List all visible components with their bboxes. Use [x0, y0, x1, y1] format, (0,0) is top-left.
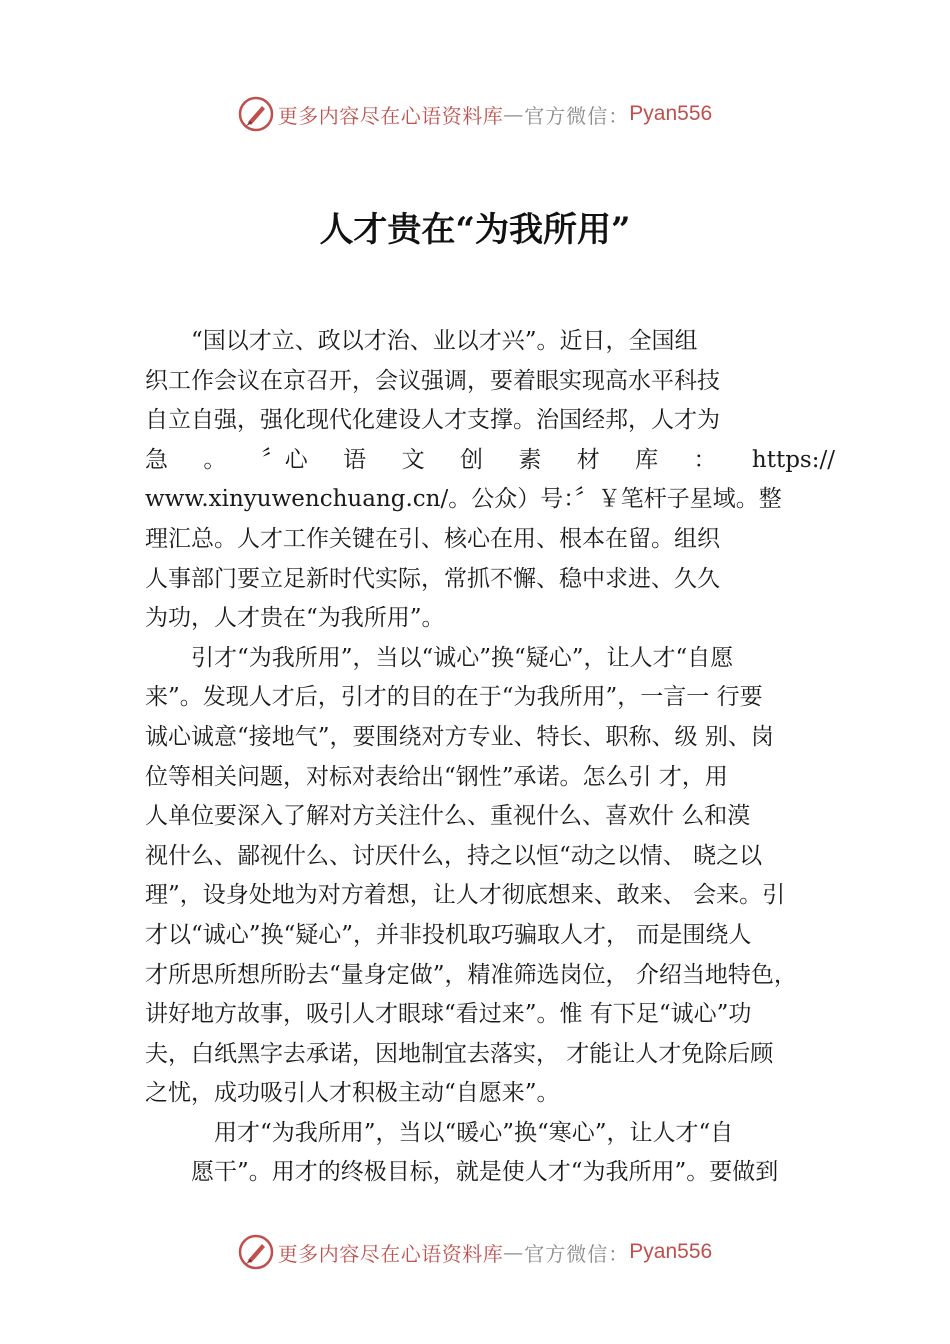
justified-segment: 急	[145, 446, 168, 473]
banner-dash: —	[503, 1240, 525, 1264]
banner-text: 更多内容尽在心语资料库	[277, 103, 504, 128]
banner-text: 更多内容尽在心语资料库	[277, 1241, 504, 1266]
text-line: 才以“诚心”换“疑心”，并非投机取巧骗取人才， 而是围绕人	[145, 921, 752, 948]
justified-segment: 文	[401, 446, 425, 473]
text-line-justified	[145, 441, 835, 481]
justified-segment: 库	[635, 446, 659, 473]
text-line: 人事部门要立足新时代实际，常抓不懈、稳中求进、久久	[145, 565, 720, 592]
text-line: 用才“为我所用”，当以“暖心”换“寒心”，让人才“自	[145, 1119, 734, 1146]
justified-segment: 〞心	[261, 446, 308, 473]
banner-wechat-id: Pyan556	[629, 102, 713, 125]
article-body	[145, 322, 835, 1193]
justified-segment: ：	[693, 446, 717, 473]
justified-segment: 素	[518, 446, 542, 473]
text-line: 引才“为我所用”，当以“诚心”换“疑心”，让人才“自愿	[145, 644, 734, 671]
footer-banner	[0, 1232, 950, 1272]
text-line: 愿干”。用才的终极目标，就是使人才“为我所用”。要做到	[145, 1159, 779, 1186]
text-line: 理汇总。人才工作关键在引、核心在用、根本在留。组织	[145, 525, 720, 552]
text-line: 才所思所想所盼去“量身定做”，精准筛选岗位， 介绍当地特色，	[145, 961, 797, 988]
justified-segment: 语	[343, 446, 367, 473]
text-line: 位等相关问题，对标对表给出“钢性”承诺。怎么引 才，用	[145, 763, 728, 790]
justified-segment: 。	[203, 446, 227, 473]
justified-segment: 创	[459, 446, 483, 473]
text-line: “国以才立、政以才治、业以才兴”。近日，全国组	[145, 328, 698, 354]
justified-segment: https://	[751, 446, 835, 473]
banner-wechat-label: 官方微信：	[524, 1241, 630, 1266]
text-line: 讲好地方故事，吸引人才眼球“看过来”。惟 有下足“诚心”功	[145, 1001, 752, 1028]
pen-logo-icon	[238, 1234, 274, 1270]
justified-segment: 材	[576, 446, 600, 473]
pen-logo-icon	[238, 96, 274, 132]
text-line: 来”。发现人才后，引才的目的在于“为我所用”，一言一 行要	[145, 684, 763, 711]
banner-dash: —	[503, 102, 525, 126]
text-line: 为功，人才贵在“为我所用”。	[145, 605, 445, 632]
text-line: 视什么、鄙视什么、讨厌什么，持之以恒“动之以情、 晓之以	[145, 842, 763, 869]
text-line: 理”，设身处地为对方着想，让人才彻底想来、敢来、 会来。引	[145, 882, 786, 909]
text-line: 自立自强，强化现代化建设人才支撑。治国经邦，人才为	[145, 407, 720, 434]
text-line: www.xinyuwenchuang.cn/。公众）号：〞￥笔杆子星域。整	[145, 486, 782, 513]
page-title: 人才贵在“为我所用”	[319, 210, 631, 250]
banner-wechat-id: Pyan556	[629, 1240, 713, 1263]
text-line: 夫，白纸黑字去承诺，因地制宜去落实， 才能让人才免除后顾	[145, 1040, 774, 1067]
text-line: 织工作会议在京召开，会议强调，要着眼实现高水平科技	[145, 367, 720, 394]
header-banner	[0, 94, 950, 134]
text-line: 人单位要深入了解对方关注什么、重视什么、喜欢什 么和漠	[145, 803, 751, 830]
text-line: 之忧，成功吸引人才积极主动“自愿来”。	[145, 1080, 560, 1107]
text-line: 诚心诚意“接地气”，要围绕对方专业、特长、职称、级 别、岗	[145, 723, 774, 750]
banner-wechat-label: 官方微信：	[524, 103, 630, 128]
